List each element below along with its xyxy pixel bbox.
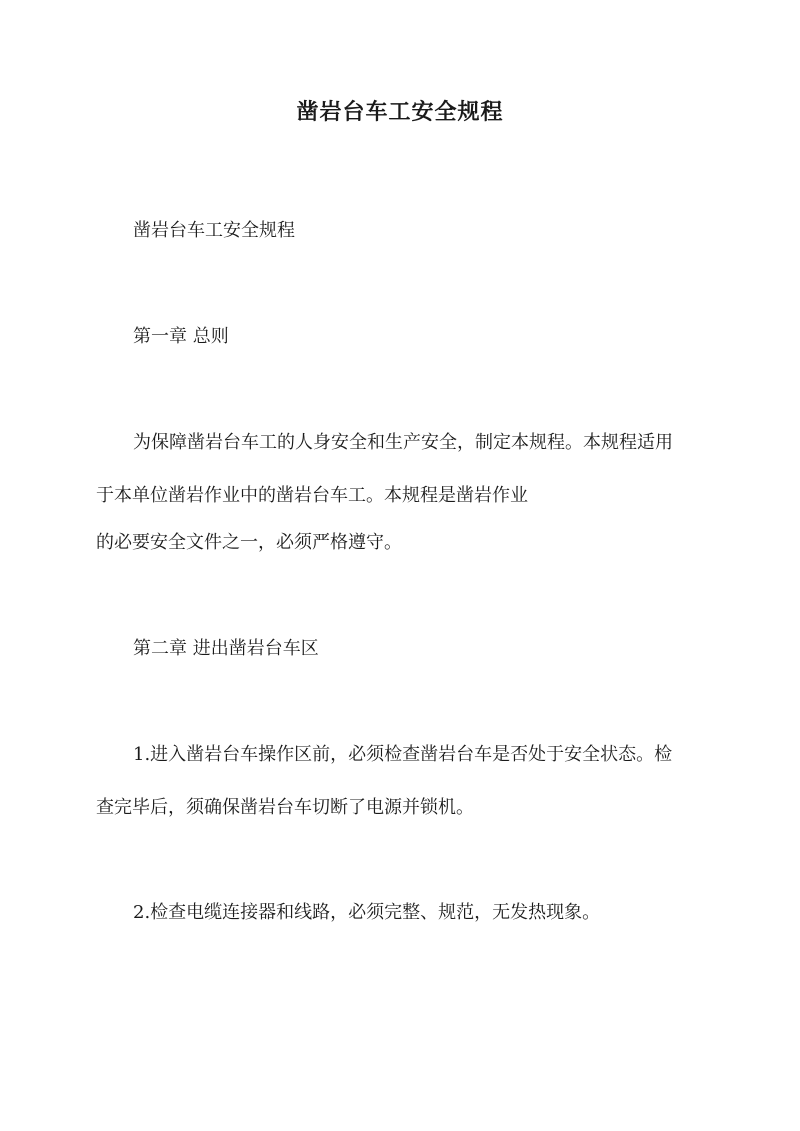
chapter-2-item-1-line-1: 1.进入凿岩台车操作区前，必须检查凿岩台车是否处于安全状态。检 <box>133 744 673 765</box>
chapter-1-paragraph-line-3: 的必要安全文件之一，必须严格遵守。 <box>96 532 402 553</box>
document-title: 凿岩台车工安全规程 <box>296 99 504 125</box>
chapter-1-heading: 第一章 总则 <box>133 326 229 347</box>
chapter-2-item-1-line-2: 查完毕后，须确保凿岩台车切断了电源并锁机。 <box>96 797 474 818</box>
chapter-1-paragraph-line-2: 于本单位凿岩作业中的凿岩台车工。本规程是凿岩作业 <box>96 485 528 506</box>
chapter-2-heading: 第二章 进出凿岩台车区 <box>133 638 319 659</box>
chapter-2-item-2-line-1: 2.检查电缆连接器和线路，必须完整、规范，无发热现象。 <box>133 902 601 923</box>
chapter-1-paragraph-line-1: 为保障凿岩台车工的人身安全和生产安全，制定本规程。本规程适用 <box>133 432 673 453</box>
document-subtitle: 凿岩台车工安全规程 <box>133 220 295 241</box>
